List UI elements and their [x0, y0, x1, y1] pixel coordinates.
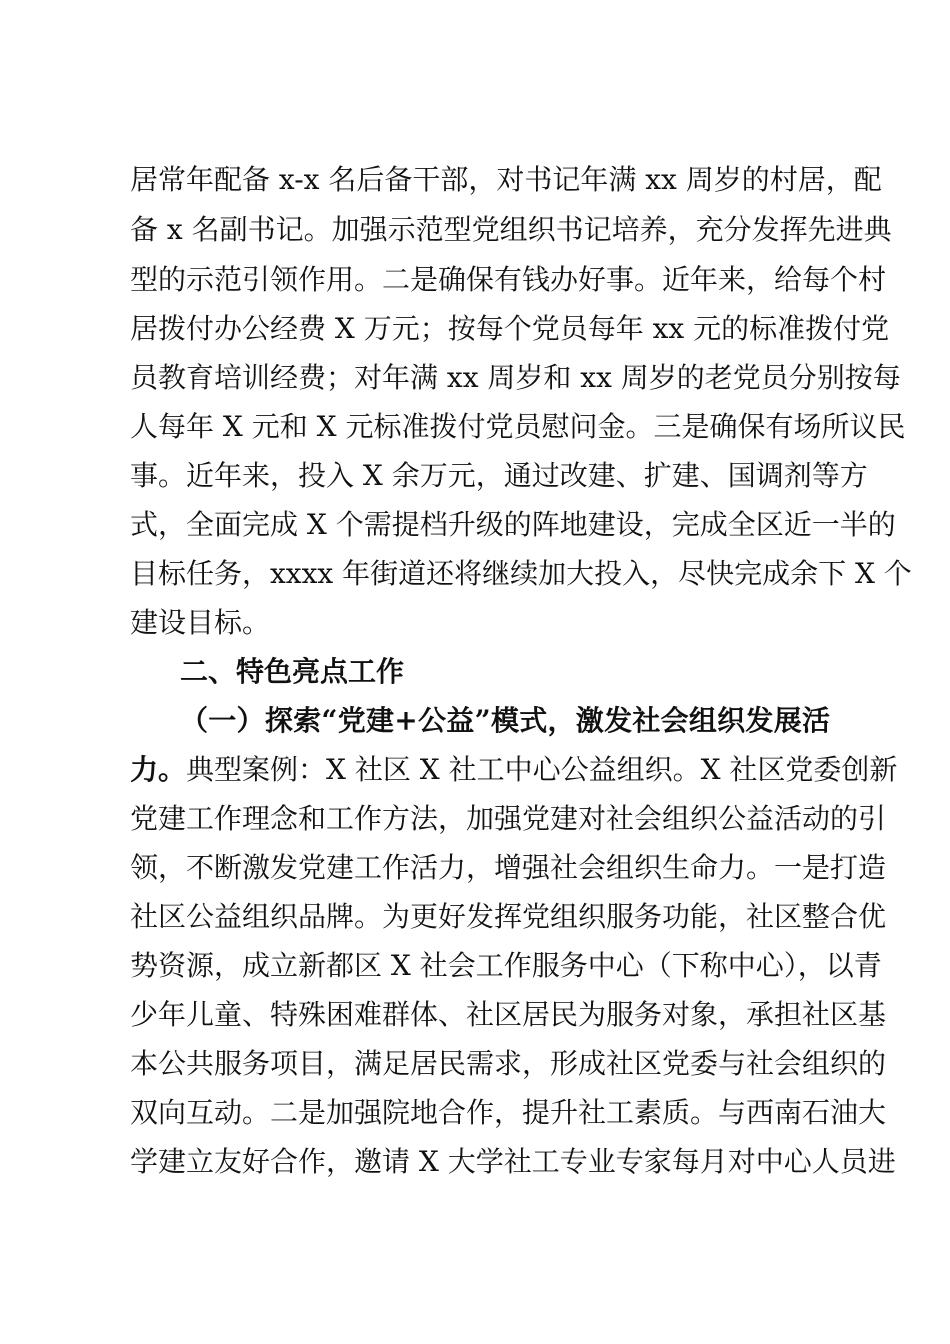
paragraph-line: 领，不断激发党建工作活力，增强社会组织生命力。一是打造 — [130, 851, 887, 884]
paragraph-line: 本公共服务项目，满足居民需求，形成社区党委与社会组织的 — [130, 1047, 887, 1080]
paragraph-line: 人每年 X 元和 X 元标准拨付党员慰问金。三是确保有场所议民 — [130, 410, 906, 443]
paragraph-line: 党建工作理念和工作方法，加强党建对社会组织公益活动的引 — [130, 802, 887, 835]
subsection-title-continued — [130, 748, 898, 792]
paragraph-line: 目标任务，xxxx 年街道还将继续加大投入，尽快完成余下 X 个 — [130, 557, 912, 590]
subsection-title-end: 力。 — [130, 753, 187, 786]
paragraph-line: 事。近年来，投入 X 余万元，通过改建、扩建、国调剂等方 — [130, 459, 868, 492]
paragraph-line: 式，全面完成 X 个需提档升级的阵地建设，完成全区近一半的 — [130, 508, 896, 541]
section-heading: 二、特色亮点工作 — [180, 655, 405, 688]
paragraph-line: 少年儿童、特殊困难群体、社区居民为服务对象，承担社区基 — [130, 998, 887, 1031]
paragraph-line: 型的示范引领作用。二是确保有钱办好事。近年来，给每个村 — [130, 263, 887, 296]
paragraph-line: 备 x 名副书记。加强示范型党组织书记培养，充分发挥先进典 — [130, 213, 892, 246]
paragraph-line: 势资源，成立新都区 X 社会工作服务中心（下称中心），以青 — [130, 949, 882, 982]
paragraph-line: 社区公益组织品牌。为更好发挥党组织服务功能，社区整合优 — [130, 900, 887, 933]
paragraph-line: 居常年配备 x-x 名后备干部，对书记年满 xx 周岁的村居，配 — [130, 163, 882, 196]
paragraph-line: 双向互动。二是加强院地合作，提升社工素质。与西南石油大 — [130, 1096, 887, 1129]
paragraph-line: 居拨付办公经费 X 万元；按每个党员每年 xx 元的标准拨付党 — [130, 312, 890, 345]
paragraph-line: 员教育培训经费；对年满 xx 周岁和 xx 周岁的老党员分别按每 — [130, 361, 901, 394]
paragraph-line: 建设目标。 — [130, 606, 271, 639]
case-intro: 典型案例：X 社区 X 社工中心公益组织。X 社区党委创新 — [186, 753, 898, 786]
subsection-title: （一）探索“党建+公益”模式，激发社会组织发展活 — [180, 704, 830, 737]
paragraph-line: 学建立友好合作，邀请 X 大学社工专业专家每月对中心人员进 — [130, 1145, 896, 1178]
